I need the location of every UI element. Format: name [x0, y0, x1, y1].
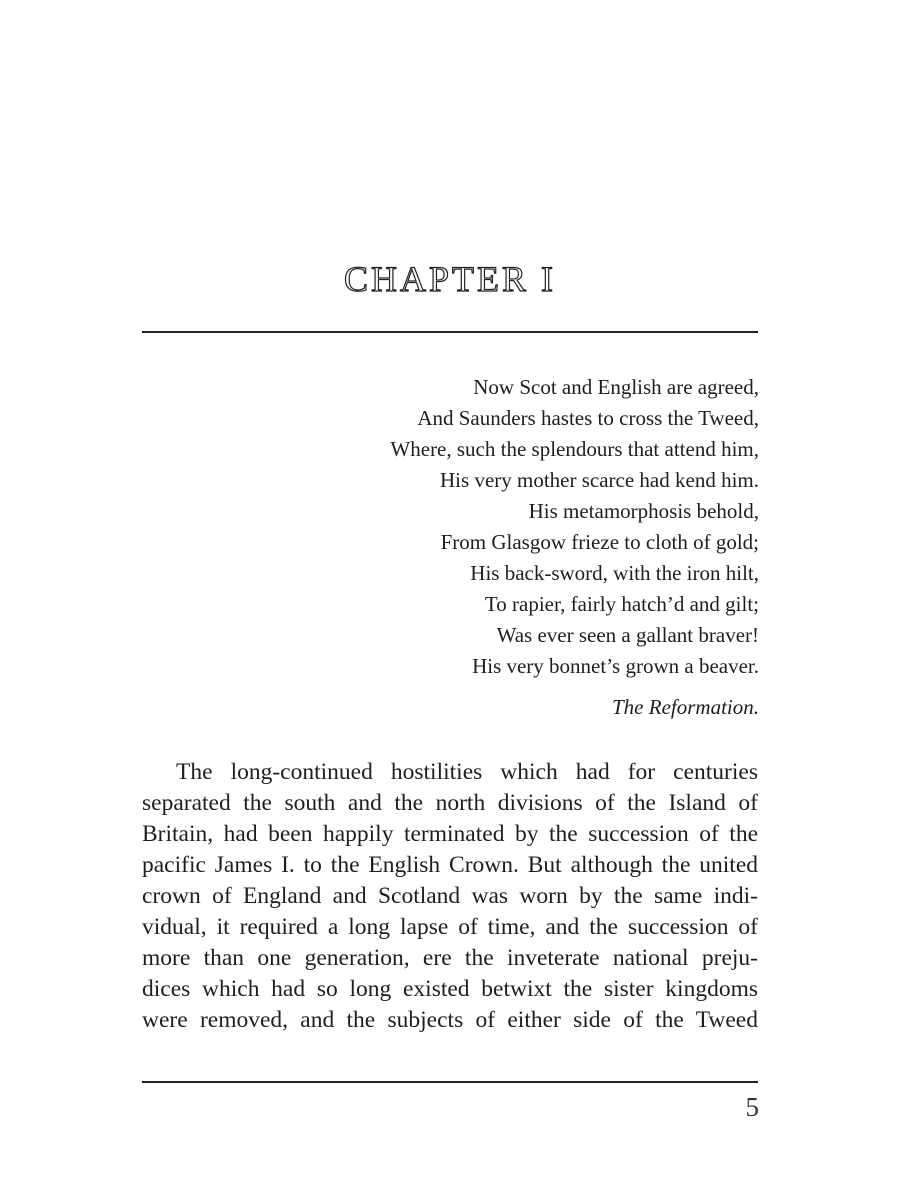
body-line: vidual, it required a long lapse of time, and the succession of: [142, 914, 758, 940]
epigraph-line: Was ever seen a gallant braver!: [496, 623, 759, 647]
body-line: pacific James I. to the English Crown. But although the united: [142, 852, 758, 878]
body-line: Britain, had been happily terminated by the succession of the: [142, 821, 758, 847]
top-rule: [142, 331, 758, 333]
body-line: were removed, and the subjects of either side of the Tweed: [142, 1007, 758, 1033]
epigraph-line: His metamorphosis behold,: [528, 499, 759, 523]
epigraph-line: To rapier, fairly hatch’d and gilt;: [484, 592, 759, 616]
body-paragraph: [142, 757, 758, 1036]
epigraph-source: The Reformation.: [612, 695, 759, 719]
bottom-rule: [142, 1081, 758, 1083]
epigraph-line: And Saunders hastes to cross the Tweed,: [417, 406, 759, 430]
epigraph-line: Where, such the splendours that attend him,: [390, 437, 759, 461]
body-line: more than one generation, ere the inveterate national preju-: [142, 945, 758, 971]
page-number: 5: [745, 1092, 759, 1122]
body-line: crown of England and Scotland was worn by the same indi-: [142, 883, 758, 909]
epigraph-line: From Glasgow frieze to cloth of gold;: [440, 530, 759, 554]
body-line: The long-continued hostilities which had for centuries: [176, 759, 758, 785]
epigraph-line: Now Scot and English are agreed,: [473, 375, 759, 399]
epigraph-line: His back-sword, with the iron hilt,: [470, 561, 759, 585]
body-line: separated the south and the north divisions of the Island of: [142, 790, 758, 816]
epigraph-line: His very mother scarce had kend him.: [440, 468, 759, 492]
epigraph-line: His very bonnet’s grown a beaver.: [472, 654, 759, 678]
body-line: dices which had so long existed betwixt the sister kingdoms: [142, 976, 758, 1002]
chapter-title: CHAPTER I: [343, 259, 556, 299]
epigraph: [299, 372, 759, 682]
